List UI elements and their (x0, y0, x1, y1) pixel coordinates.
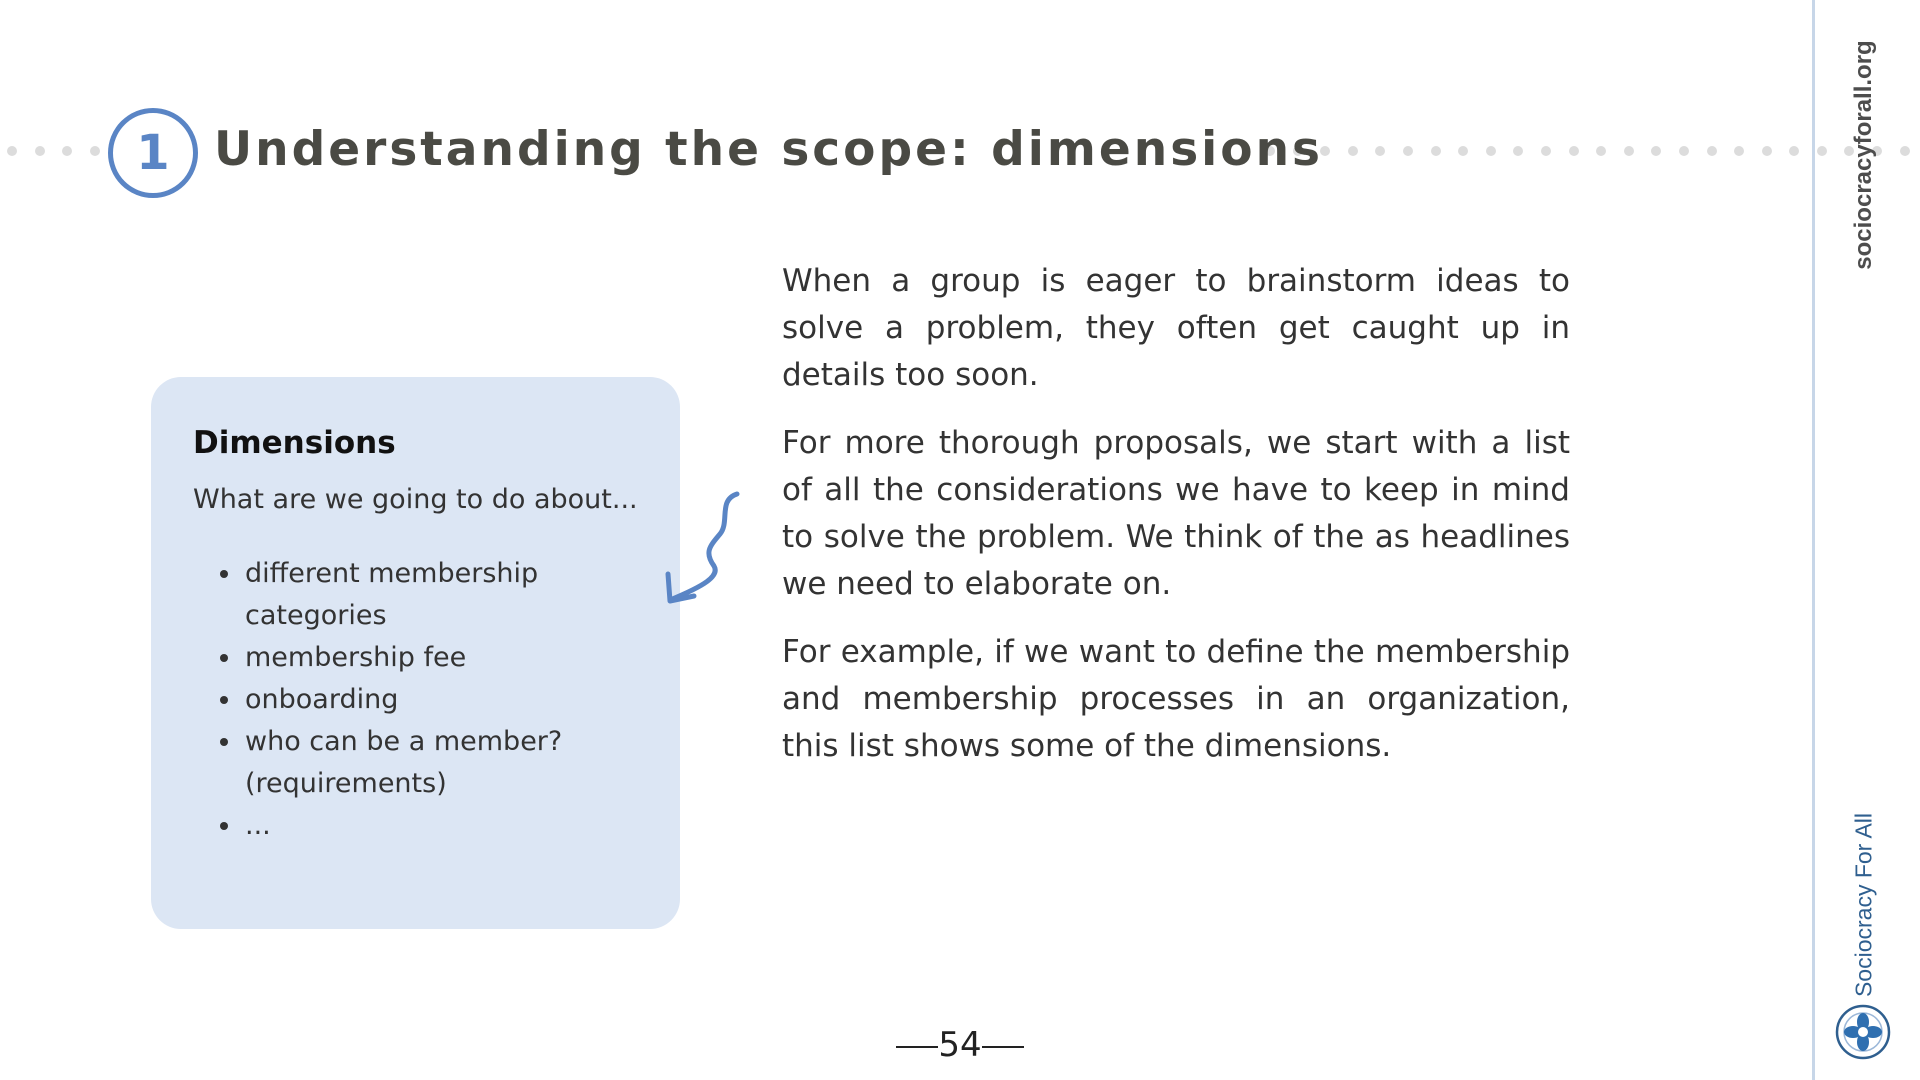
list-item: • membership fee (243, 637, 650, 679)
decorative-dots-left (7, 146, 100, 156)
list-item: • who can be a member? (requirements) (243, 721, 650, 805)
page-number-value: 54 (938, 1025, 982, 1065)
sidebar-divider (1812, 0, 1815, 1080)
body-text (782, 258, 1570, 791)
card-subtitle: What are we going to do about... (193, 484, 638, 515)
paragraph: When a group is eager to brainstorm ideas to solve a problem, they often get caught up in details too soon. (782, 263, 1570, 393)
squiggle-arrow-icon (660, 490, 740, 605)
page-number-dash-left (896, 1046, 938, 1048)
dimensions-card (151, 377, 680, 929)
paragraph: For example, if we want to define the membership and membership processes in an organization, this list shows some of the dimensions. (782, 634, 1570, 764)
dimensions-list (193, 553, 650, 847)
list-item: • onboarding (243, 679, 650, 721)
page-number-dash-right (982, 1046, 1024, 1048)
sidebar-brand: Sociocracy For All (1850, 812, 1877, 998)
step-number-badge: 1 (108, 108, 198, 198)
page-title: Understanding the scope: dimensions (214, 122, 1324, 177)
card-title: Dimensions (193, 425, 396, 461)
list-item: • different membership categories (243, 553, 650, 637)
list-item: • ... (243, 805, 650, 847)
page-number (0, 1025, 1920, 1065)
sidebar-url: sociocracyforall.org (1850, 40, 1877, 270)
paragraph: For more thorough proposals, we start with a list of all the considerations we have to keep in mind to solve the problem. We think of the as headlines we need to elaborate on. (782, 425, 1570, 602)
